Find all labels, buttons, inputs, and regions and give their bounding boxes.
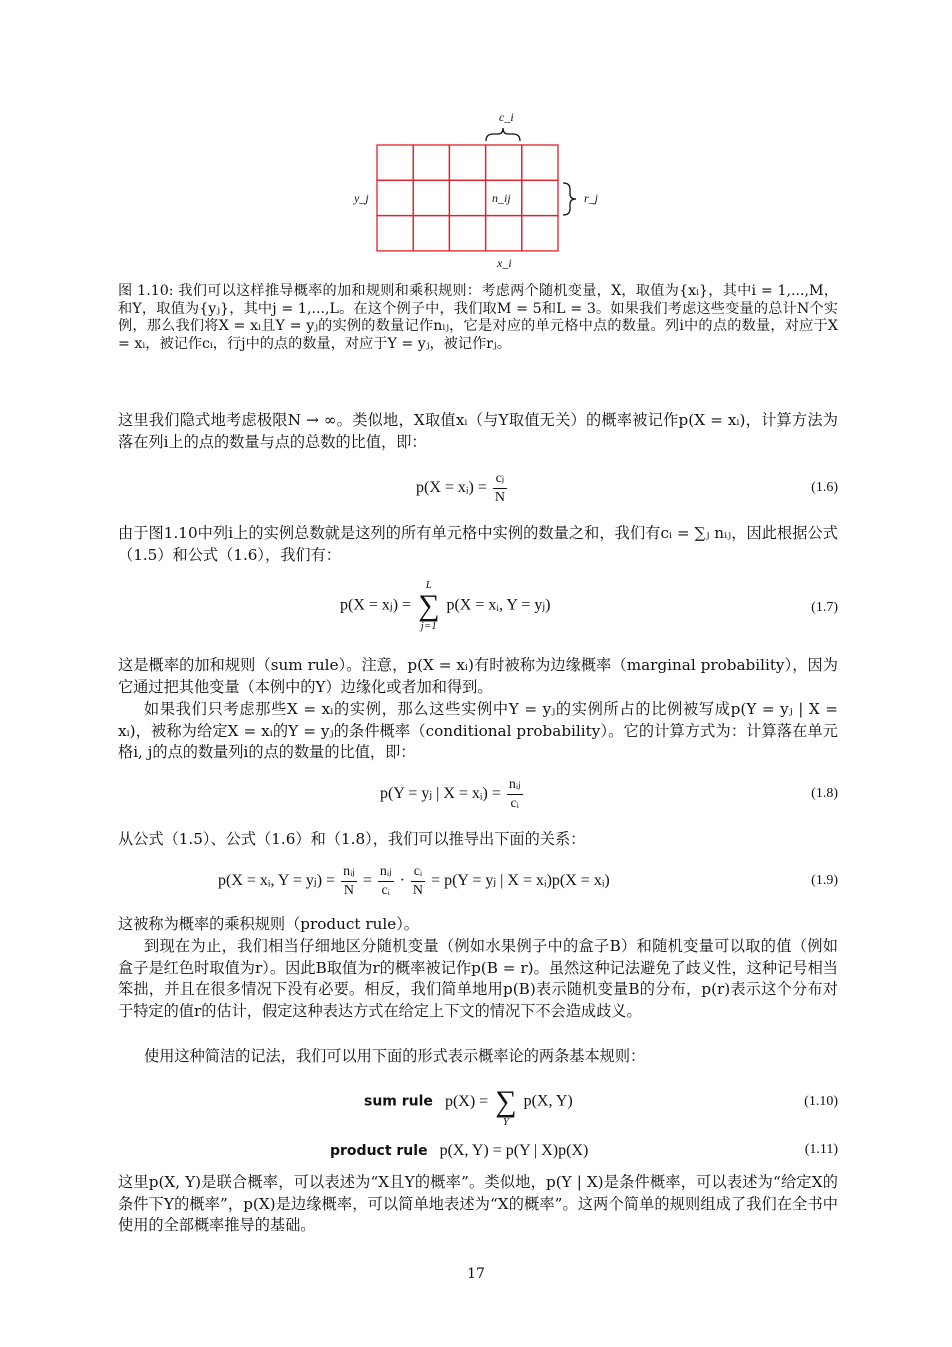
caption-text: 我们可以这样推导概率的加和规则和乘积规则：考虑两个随机变量，X，取值为{xᵢ}，其中i = 1,...,M，和Y，取值为{yⱼ}，其中j = 1,...,L。在这个例子中，我们取M = 5和L = 3。如果我们考虑这些变量的总计N个实例，那么我们将X = xᵢ且Y = yⱼ的实例的数量记作nᵢⱼ，它是对应的单元格中点的数量。列i中的点的数量，对应于X = xᵢ，被记作cᵢ，行j中的点的数量，对应于Y = yⱼ，被记作rⱼ。	[118, 283, 838, 352]
eq18-fraction	[507, 776, 523, 813]
equation-1-9	[118, 863, 838, 907]
paragraph-notation: 到现在为止，我们相当仔细地区分随机变量（例如水果例子中的盒子B）和随机变量可以取的值（例如盒子是红色时取值为r）。因此B取值为r的概率被记作p(B = r)。虽然这种记法避免了歧义性，这种记号相当笨拙，并且在很多情况下没有必要。相反，我们简单地用p(B)表示随机变量B的分布，p(r)表示这个分布对于特定的值r的估计，假定这种表达方式在给定上下文的情况下不会造成歧义。	[118, 937, 838, 1020]
caption-label: 图 1.10:	[118, 283, 174, 299]
equation-1-7	[118, 580, 838, 640]
right-brace	[563, 183, 576, 215]
grid-cell	[413, 216, 449, 251]
grid-cell	[449, 216, 485, 251]
paragraph-sum-rule: 这是概率的加和规则（sum rule）。注意，p(X = xᵢ)有时被称为边缘概率（marginal probability），因为它通过把其他变量（本例中的Y）边缘化或者加和得到。	[118, 656, 838, 696]
top-brace	[486, 128, 520, 141]
eq19-f2n: nᵢⱼ	[378, 863, 394, 882]
eq110-lower: Y	[502, 1116, 509, 1128]
eq18-tag: (1.8)	[811, 786, 838, 801]
grid-cell	[377, 180, 413, 215]
eq19-frac2	[378, 863, 394, 900]
page-number: 17	[467, 1266, 485, 1282]
grid-cell	[522, 180, 558, 215]
paragraph-basic-rules: 使用这种简洁的记法，我们可以用下面的形式表示概率论的两条基本规则：	[144, 1047, 646, 1065]
equation-1-11	[118, 1142, 838, 1166]
eq111-label: product rule	[330, 1143, 428, 1159]
paragraph-joint: 这里p(X, Y)是联合概率，可以表述为“X且Y的概率”。类似地，p(Y | X)是条件概率，可以表述为“给定X的条件下Y的概率”，p(X)是边缘概率，可以简单地表述为“X的概率”。这两个简单的规则组成了我们在全书中使用的全部概率推导的基础。	[118, 1173, 838, 1234]
eq110-sum: ∑ Y	[495, 1085, 517, 1128]
label-xi: x_i	[497, 256, 512, 270]
eq17-upper: L	[425, 579, 432, 591]
eq16-tag: (1.6)	[811, 480, 838, 495]
eq17-rhs: p(X = xᵢ, Y = yⱼ)	[446, 596, 551, 614]
eq111-tag: (1.11)	[804, 1142, 838, 1157]
grid-cell	[413, 145, 449, 180]
figure-caption	[118, 283, 838, 353]
eq19-lhs: p(X = xᵢ, Y = yⱼ) =	[218, 872, 336, 890]
eq18-num: nᵢⱼ	[507, 776, 523, 795]
eq19-frac3	[411, 863, 425, 900]
cell-grid	[377, 145, 558, 251]
grid-cell	[522, 216, 558, 251]
grid-diagram	[340, 110, 610, 270]
eq18-lhs: p(Y = yⱼ | X = xᵢ) =	[380, 785, 501, 803]
eq19-f3n: cᵢ	[411, 863, 425, 882]
label-ci: c_i	[499, 110, 514, 124]
eq110-label: sum rule	[364, 1093, 433, 1110]
label-yj: y_j	[354, 191, 369, 205]
paragraph-derive: 从公式（1.5）、公式（1.6）和（1.8），我们可以推导出下面的关系：	[118, 830, 586, 848]
eq18-den: cᵢ	[510, 796, 519, 811]
eq19-rhs: = p(Y = yⱼ | X = xᵢ)p(X = xᵢ)	[431, 872, 610, 890]
label-rj: r_j	[584, 191, 599, 205]
grid-cell	[449, 145, 485, 180]
grid-cell	[486, 145, 522, 180]
grid-cell	[449, 180, 485, 215]
paragraph-column-sum: 由于图1.10中列i上的实例总数就是这列的所有单元格中实例的数量之和，我们有cᵢ = ∑ⱼ nᵢⱼ，因此根据公式（1.5）和公式（1.6），我们有：	[118, 524, 838, 564]
eq110-tag: (1.10)	[804, 1094, 838, 1109]
eq16-lhs: p(X = xᵢ) =	[416, 479, 487, 497]
eq19-frac1	[341, 863, 357, 900]
eq110-lhs: p(X) =	[444, 1092, 489, 1110]
eq17-lower: j=1	[420, 620, 437, 632]
eq17-tag: (1.7)	[811, 600, 838, 615]
paragraph-conditional: 如果我们只考虑那些X = xᵢ的实例，那么这些实例中Y = yⱼ的实例所占的比例被写成p(Y = yⱼ | X = xᵢ)，被称为给定X = xᵢ的Y = yⱼ的条件概率（conditional probability）。它的计算方式为：计算落在单元格i, j的点的数量列i的点的数量的比值，即：	[118, 700, 838, 761]
eq19-equals: =	[362, 872, 372, 890]
eq19-f3d: N	[412, 883, 424, 898]
eq19-dot: ·	[399, 872, 405, 890]
eq19-f1n: nᵢⱼ	[341, 863, 357, 882]
eq110-rhs: p(X, Y)	[523, 1092, 573, 1110]
grid-cell	[413, 180, 449, 215]
paragraph-limit: 这里我们隐式地考虑极限N → ∞。类似地，X取值xᵢ（与Y取值无关）的概率被记作p(X = xᵢ)，计算方法为落在列i上的点的数量与点的总数的比值，即：	[118, 411, 838, 451]
equation-1-8	[118, 776, 838, 820]
eq16-fraction	[493, 470, 507, 507]
eq19-tag: (1.9)	[811, 873, 838, 888]
equation-1-6	[118, 470, 838, 514]
equation-1-10	[118, 1076, 838, 1132]
eq19-f1d: N	[343, 883, 354, 898]
eq19-f2d: cᵢ	[381, 883, 390, 898]
eq111-body: p(X, Y) = p(Y | X)p(X)	[439, 1142, 589, 1159]
eq16-den: N	[494, 490, 505, 505]
grid-cell	[522, 145, 558, 180]
grid-cell	[486, 216, 522, 251]
grid-cell	[377, 216, 413, 251]
grid-cell	[377, 145, 413, 180]
eq17-sum: L ∑ j=1	[418, 579, 440, 632]
label-nij: n_ij	[492, 191, 511, 205]
contingency-figure	[340, 110, 610, 270]
eq17-lhs: p(X = xⱼ) =	[340, 596, 412, 614]
eq16-num: cⱼ	[493, 470, 507, 489]
paragraph-product-rule: 这被称为概率的乘积规则（product rule）。	[118, 915, 419, 933]
